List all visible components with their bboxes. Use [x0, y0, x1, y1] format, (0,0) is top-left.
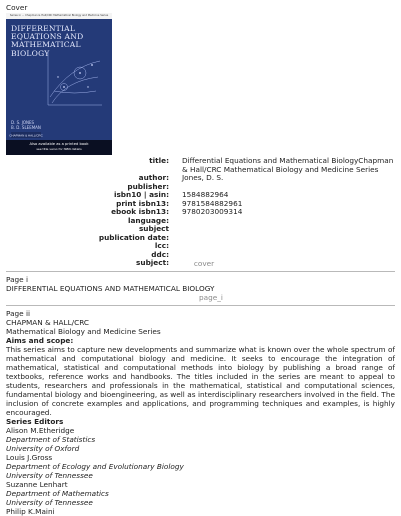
section-divider [6, 271, 395, 272]
publisher-logo-graphic [11, 132, 41, 138]
cover-section-label: Cover [6, 3, 28, 12]
metadata-key: publication date: [98, 232, 169, 242]
aims-heading: Aims and scope: [6, 336, 74, 345]
metadata-key: language: [127, 215, 169, 225]
metadata-row-lcc [6, 242, 395, 251]
metadata-value: Jones, D. S. [182, 173, 224, 182]
section-divider [6, 305, 395, 306]
editor-university: University of Tennessee [6, 498, 93, 507]
editor-name: Louis J.Gross [6, 453, 53, 462]
metadata-value: 9781584882961 [182, 198, 243, 208]
metadata-key: ddc: [151, 249, 169, 259]
cover-series-strip: Series in ... Chapman & Hall/CRC Mathematical Biology and Medicine Series [6, 13, 112, 19]
metadata-key: subject: [136, 258, 169, 267]
metadata-row-language [6, 217, 395, 226]
metadata-row-ddc [6, 251, 395, 260]
editor-university: University of Tennessee [6, 471, 93, 480]
editor-department: Department of Statistics [6, 435, 96, 444]
publisher-logo-text: CHAPMAN & HALL/CRC [9, 133, 43, 138]
page-i-label: Page i [6, 275, 29, 284]
editor-department: Department of Mathematics [6, 489, 109, 498]
series-editors-heading: Series Editors [6, 417, 64, 426]
cover-print-band [6, 140, 112, 155]
metadata-row-ebook-isbn13 [6, 208, 395, 217]
aims-text: This series aims to capture new developments and summarize what is known over the whole spectrum of mathematical and computational biology and medicine. It seeks to encourage the integration of mathematical, statistical and computational methods into biology by publishing a broad range of textbooks, reference works and handbooks. The titles included in the series are meant to appeal to students, researchers and professionals in the mathematical, statistical and computational sciences, fundamental biology and bioengineering, as well as interdisciplinary researchers involved in the field. The inclusion of concrete examples and applications, and programming techniques and examples, is highly encouraged. [6, 345, 395, 417]
metadata-key: lcc: [154, 241, 169, 250]
metadata-key: isbn10 | asin: [113, 190, 169, 199]
metadata-table [6, 157, 395, 268]
document-page [6, 3, 395, 516]
page-ii-label: Page ii [6, 309, 31, 318]
metadata-key: author: [138, 173, 169, 182]
metadata-value: 9780203009314 [182, 207, 243, 216]
editor-university: University of Oxford [6, 444, 80, 453]
page-ii-section [6, 309, 395, 516]
page-ii-line1: CHAPMAN & HALL/CRC [6, 318, 90, 327]
editor-name: Suzanne Lenhart [6, 480, 68, 489]
cover-band-line1: Also available as a printed book [29, 142, 89, 146]
page-i-section [6, 275, 395, 293]
metadata-key: ebook isbn13: [111, 207, 169, 216]
metadata-key: title: [149, 156, 169, 165]
cover-band-line2: see title verso for ISBN details [36, 146, 82, 151]
metadata-key: print isbn13: [116, 198, 169, 208]
metadata-row-title [6, 157, 395, 174]
cover-title-text: DIFFERENTIAL EQUATIONS AND MATHEMATICAL BIOLOGY [11, 24, 84, 58]
editor-department: Department of Ecology and Evolutionary Biology [6, 462, 184, 471]
cover-authors-text: D. S. JONES B. D. SLEEMAN [11, 120, 41, 130]
metadata-value: Differential Equations and Mathematical BiologyChapman & Hall/CRC Mathematical Biology and Medicine Series [182, 156, 394, 174]
metadata-key: subject [138, 224, 169, 233]
metadata-row-author [6, 174, 395, 183]
metadata-key: publisher: [127, 181, 169, 191]
page-i-title: DIFFERENTIAL EQUATIONS AND MATHEMATICAL BIOLOGY [6, 284, 215, 293]
cover-diagram-graphic [40, 47, 108, 113]
metadata-value: 1584882964 [182, 190, 229, 199]
book-cover-image [6, 13, 112, 155]
editor-name: Alison M.Etheridge [6, 426, 75, 435]
metadata-row-subject [6, 225, 395, 234]
page-ii-line2: Mathematical Biology and Medicine Series [6, 327, 161, 336]
editor-name: Philip K.Maini [6, 507, 55, 516]
metadata-row-publication-date [6, 234, 395, 243]
cover-caption: cover [193, 259, 215, 268]
page-i-caption: page_i [199, 293, 223, 302]
